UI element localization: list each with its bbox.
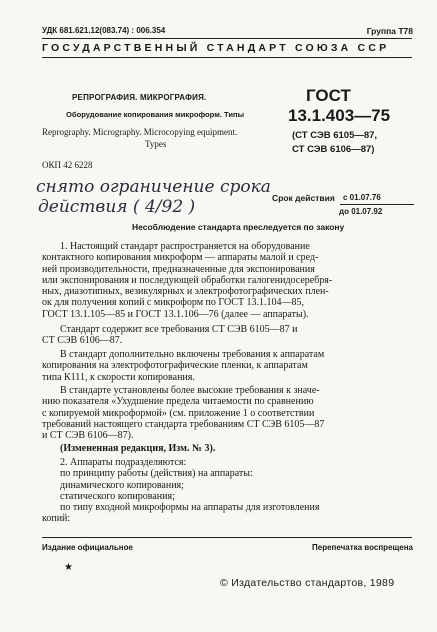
st-sev-line1: (СТ СЭВ 6105—87, (292, 130, 378, 141)
star-icon: ★ (64, 562, 73, 573)
text-line: нию показателя «Ухудшение предела читаемости по сравнению (42, 396, 314, 408)
paragraph-2 (42, 324, 414, 347)
english-title-line2: Types (145, 139, 167, 149)
paragraph-4 (42, 385, 414, 441)
text-line: с копируемой микроформой» (см. приложение 1 о соответствии (42, 407, 315, 419)
validity-from: с 01.07.76 (343, 193, 381, 202)
text-line: СТ СЭВ 6106—87. (42, 335, 123, 347)
legal-notice: Несоблюдение стандарта преследуется по закону (132, 222, 345, 232)
text-line: типа К111, к скорости копирования. (42, 371, 195, 383)
header-rule-top (42, 38, 412, 39)
okp-code: ОКП 42 6228 (42, 160, 93, 170)
paragraph-1 (42, 241, 414, 320)
udk-code: УДК 681.621.12(083.74) : 006.354 (42, 26, 166, 35)
text-line: копирования на электрофотографические пленки, к аппаратам (42, 360, 308, 372)
handwritten-note-line1: снято ограничение срока (36, 177, 271, 197)
group-code: Группа Т78 (366, 26, 413, 36)
text-line: В стандарте установлены более высокие требования к значе- (60, 385, 320, 396)
text-line: ок для получения копий с микроформ по ГОСТ 13.1.104—85, (42, 297, 305, 309)
text-line: В стандарт дополнительно включены требования к аппаратам (60, 349, 325, 360)
category-title: РЕПРОГРАФИЯ. МИКРОГРАФИЯ. (72, 93, 207, 102)
st-sev-line2: СТ СЭВ 6106—87) (292, 144, 375, 155)
text-line: Стандарт содержит все требования СТ СЭВ 6105—87 и (60, 324, 298, 335)
text-line: по типу входной микроформы на аппараты для изготовления (60, 502, 320, 514)
text-line: 2. Аппараты подразделяются: (60, 457, 187, 468)
paragraph-5 (42, 457, 414, 525)
text-line: требований настоящего стандарта требованиям СТ СЭВ 6105—87 (42, 418, 325, 430)
text-line: по принципу работы (действия) на аппараты: (60, 468, 253, 480)
text-line: контактного копирования микроформ — аппараты малой и сред- (42, 252, 319, 264)
amendment-note: (Измененная редакция, Изм. № 3). (60, 443, 216, 454)
gost-label: ГОСТ (306, 86, 351, 105)
handwritten-note-line2: действия ( 4/92 ) (38, 197, 196, 217)
official-edition-label: Издание официальное (42, 543, 133, 552)
text-line: копий: (42, 513, 71, 525)
validity-label: Срок действия (272, 193, 335, 203)
english-title-line1: Reprography. Micrography. Microcopying equipment. (42, 127, 238, 137)
copyright-notice: © Издательство стандартов, 1989 (220, 577, 395, 589)
text-line: ней производительности, предназначенные для экспонирования (42, 263, 315, 275)
text-line: статического копирования; (60, 490, 175, 502)
text-line: 1. Настоящий стандарт распространяется на оборудование (60, 241, 310, 252)
text-line: ных, диазотипных, везикулярных и электрофотографических плен- (42, 286, 329, 298)
paragraph-3 (42, 349, 414, 383)
validity-to: до 01.07.92 (339, 207, 383, 216)
standard-org-title: ГОСУДАРСТВЕННЫЙ СТАНДАРТ СОЮЗА ССР (42, 42, 390, 54)
footer-rule (42, 537, 412, 538)
text-line: ГОСТ 13.1.105—85 и ГОСТ 13.1.106—76 (далее — аппараты). (42, 308, 309, 320)
text-line: и СТ СЭВ 6106—87). (42, 430, 134, 442)
validity-rule (340, 204, 414, 205)
russian-title: Оборудование копирования микроформ. Типы (66, 110, 245, 119)
header-rule-bottom (42, 57, 412, 58)
text-line: динамического копирования; (60, 479, 184, 491)
reprint-prohibited-label: Перепечатка воспрещена (312, 543, 413, 552)
text-line: или экспонирования и последующей обработки галогенидосеребря- (42, 274, 333, 286)
gost-number: 13.1.403—75 (288, 106, 391, 125)
